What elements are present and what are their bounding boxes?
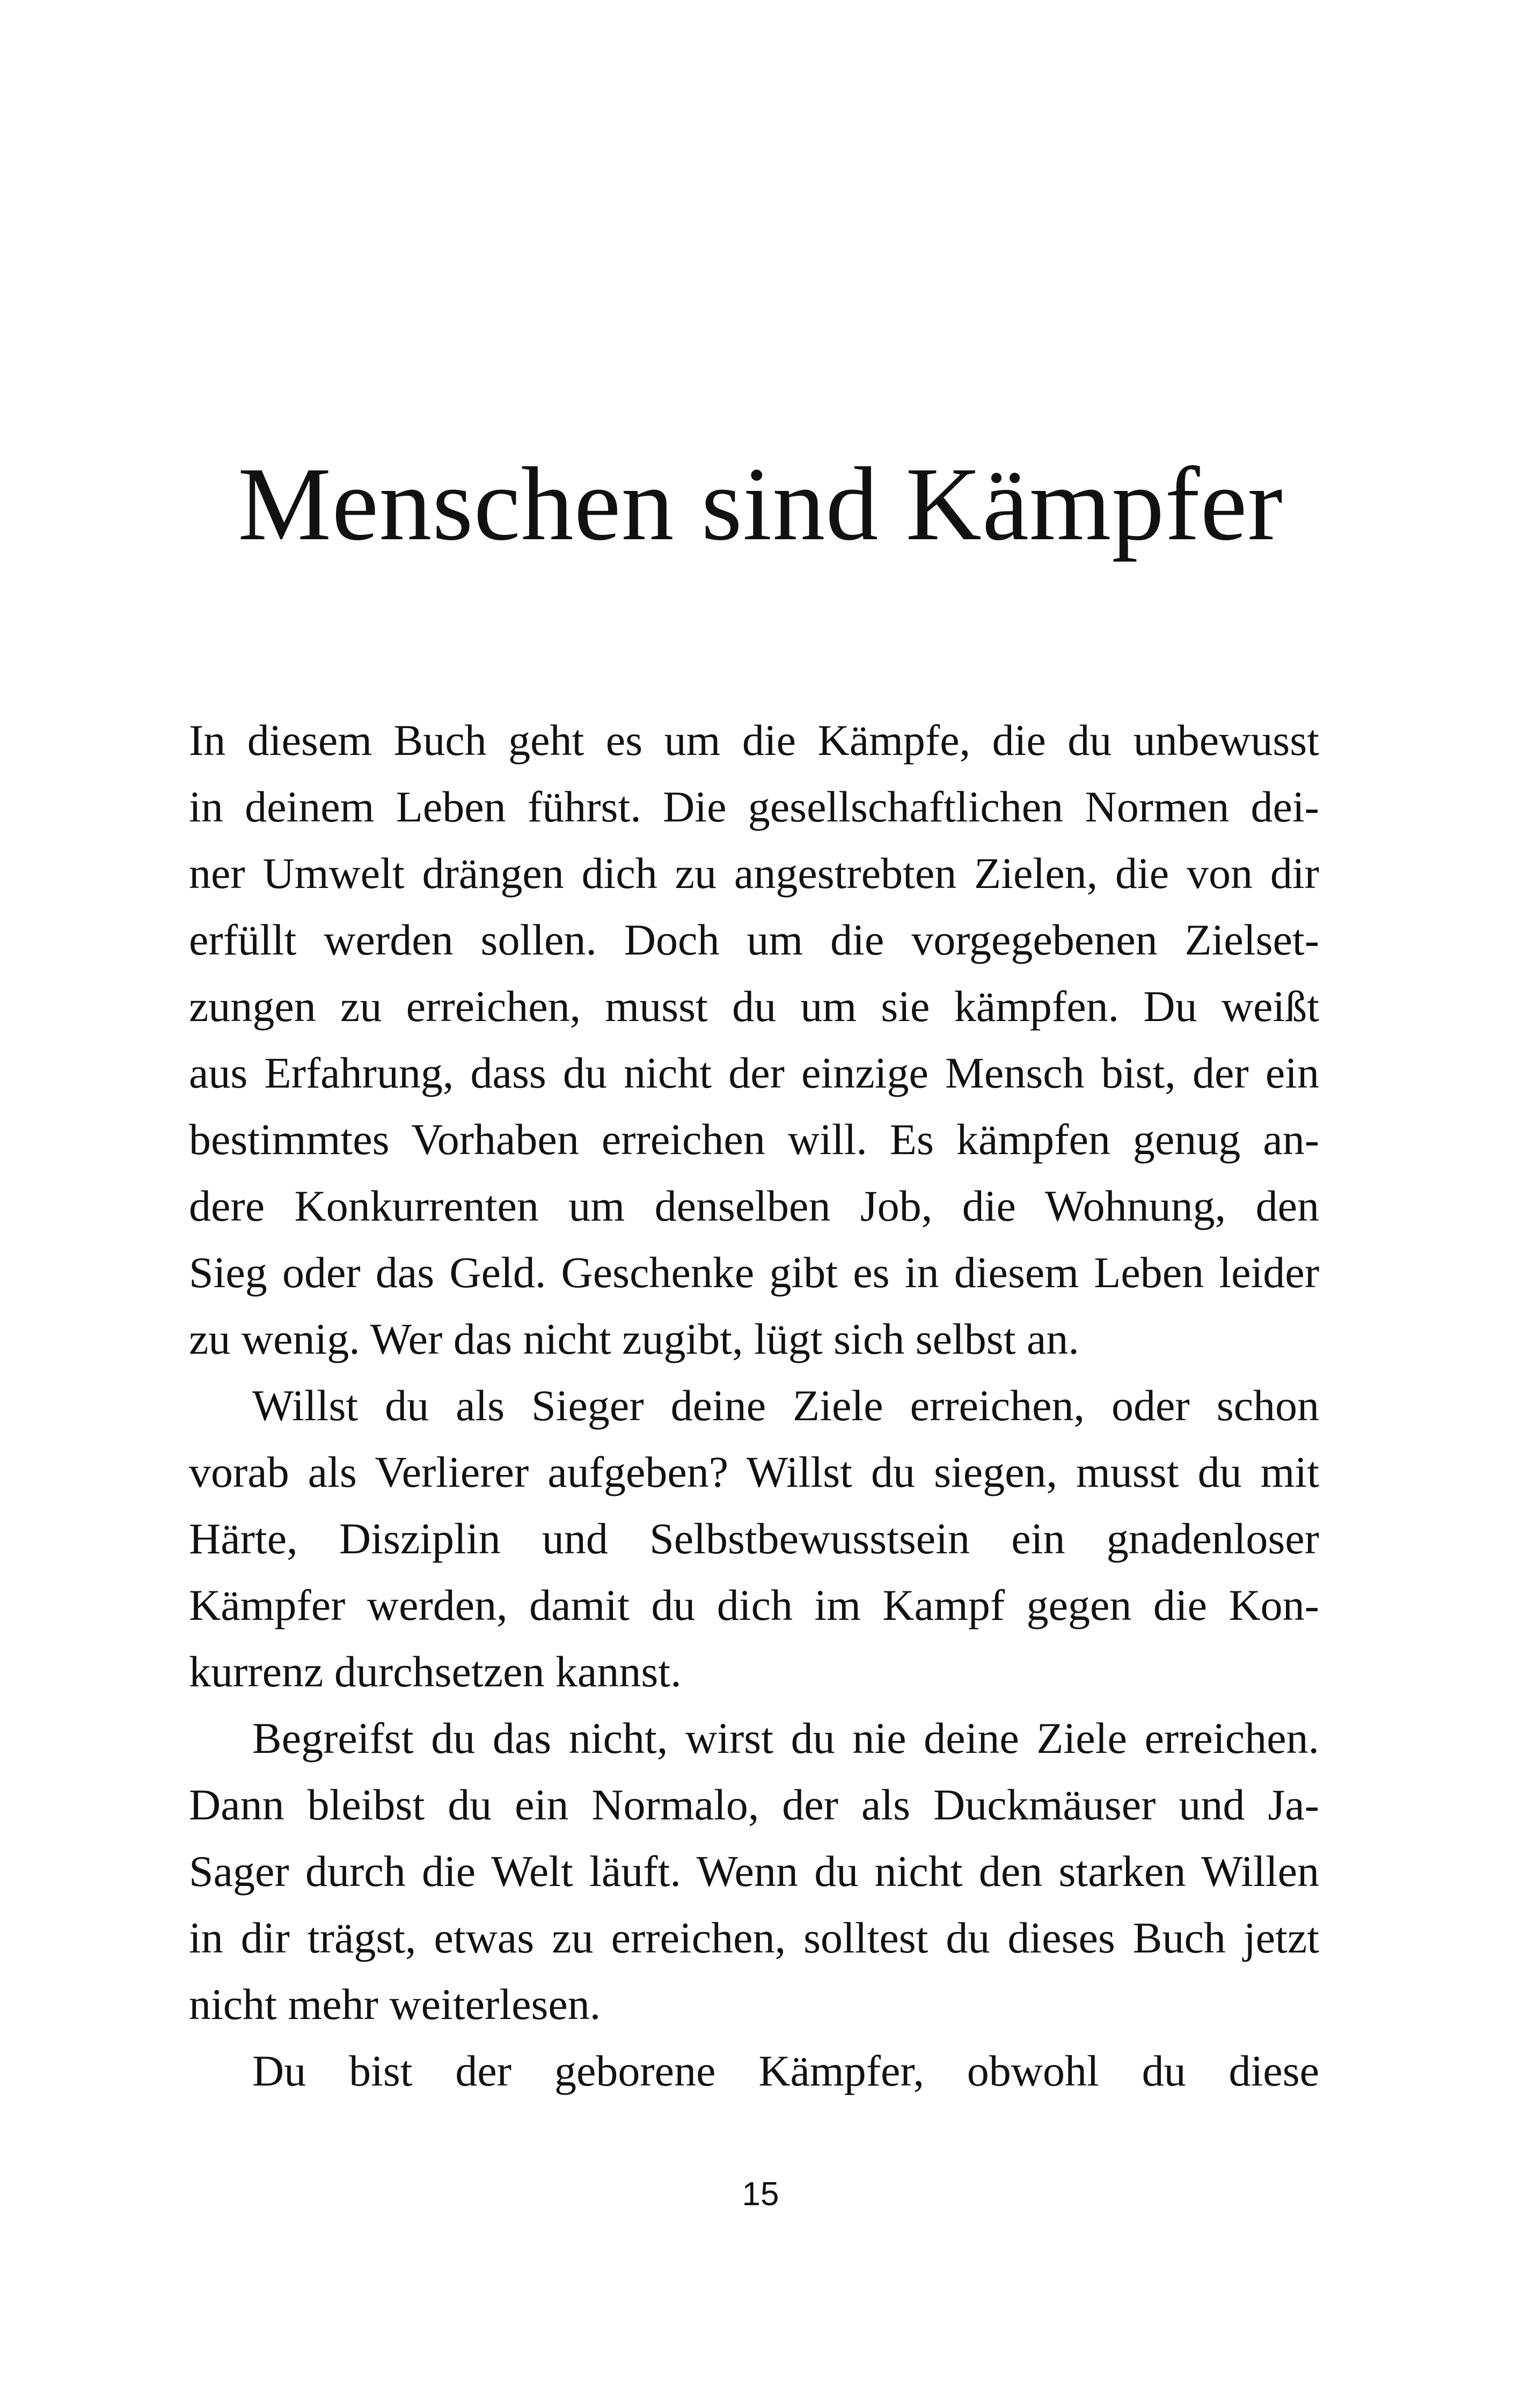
paragraph: [189, 1705, 1319, 2038]
page-number: 15: [742, 2176, 779, 2213]
text-line: Sieg oder das Geld. Geschenke gibt es in diesem Leben leider: [189, 1248, 1319, 1297]
text-line: aus Erfahrung, dass du nicht der einzige Mensch bist, der ein: [189, 1048, 1319, 1097]
paragraph: [189, 707, 1319, 1372]
text-line: in dir trägst, etwas zu erreichen, solltest du dieses Buch jetzt: [189, 1913, 1319, 1962]
text-line: Kämpfer werden, damit du dich im Kampf gegen die Kon-: [189, 1581, 1319, 1629]
text-line: erfüllt werden sollen. Doch um die vorgegebenen Zielset-: [189, 915, 1319, 964]
text-line: zu wenig. Wer das nicht zugibt, lügt sich selbst an.: [189, 1315, 1079, 1363]
text-line: dere Konkurrenten um denselben Job, die Wohnung, den: [189, 1181, 1319, 1230]
text-line: bestimmtes Vorhaben erreichen will. Es kämpfen genug an-: [189, 1115, 1319, 1164]
paragraph: [189, 1372, 1319, 1705]
text-line: kurrenz durchsetzen kannst.: [189, 1647, 682, 1696]
text-line: zungen zu erreichen, musst du um sie kämpfen. Du weißt: [189, 982, 1319, 1031]
text-line: In diesem Buch geht es um die Kämpfe, die du unbewusst: [189, 716, 1319, 765]
text-line: Sager durch die Welt läuft. Wenn du nicht den starken Willen: [189, 1847, 1319, 1896]
chapter-title: Menschen sind Kämpfer: [238, 446, 1283, 562]
text-line: Du bist der geborene Kämpfer, obwohl du diese: [252, 2046, 1319, 2095]
body-text: [189, 707, 1319, 2104]
text-line: Härte, Disziplin und Selbstbewusstsein ein gnadenloser: [189, 1514, 1319, 1563]
text-line: in deinem Leben führst. Die gesellschaftlichen Normen dei-: [189, 782, 1319, 831]
paragraph: [189, 2038, 1319, 2104]
text-line: Begreifst du das nicht, wirst du nie deine Ziele erreichen.: [252, 1714, 1319, 1763]
text-line: Willst du als Sieger deine Ziele erreichen, oder schon: [252, 1381, 1319, 1430]
text-line: vorab als Verlierer aufgeben? Willst du siegen, musst du mit: [189, 1448, 1319, 1496]
text-line: nicht mehr weiterlesen.: [189, 1980, 601, 2029]
text-line: Dann bleibst du ein Normalo, der als Duckmäuser und Ja-: [189, 1780, 1319, 1829]
text-line: ner Umwelt drängen dich zu angestrebten Zielen, die von dir: [189, 849, 1319, 898]
